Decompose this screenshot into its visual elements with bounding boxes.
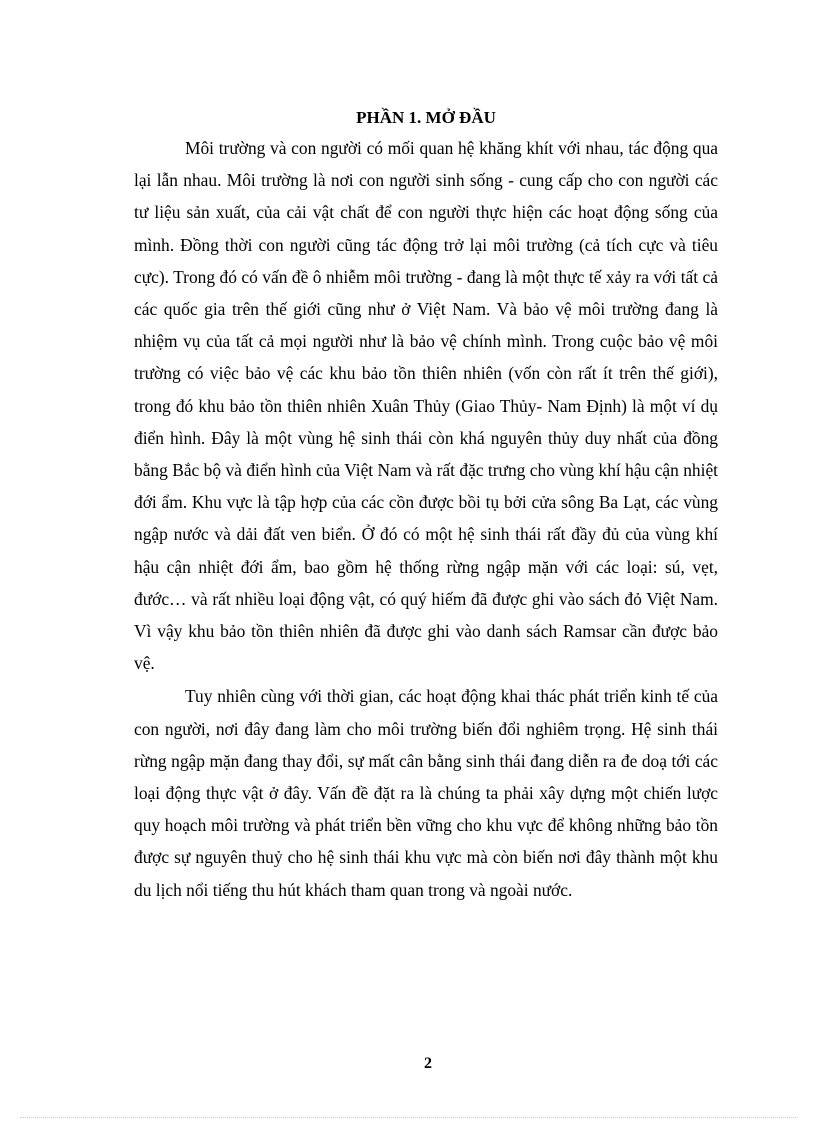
paragraph-1: Môi trường và con người có mối quan hệ khăng khít với nhau, tác động qua lại lẫn nhau. Môi trường là nơi con người sinh sống - cung cấp cho con người các tư liệu sản xuất, của cải vật chất để con người thực hiện các hoạt động sống của mình. Đồng thời con người cũng tác động trở lại môi trường (cả tích cực và tiêu cực). Trong đó có vấn đề ô nhiễm môi trường - đang là một thực tế xảy ra với tất cả các quốc gia trên thế giới cũng như ở Việt Nam. Và bảo vệ môi trường đang là nhiệm vụ của tất cả mọi người như là bảo vệ chính mình. Trong cuộc bảo vệ môi trường có việc bảo vệ các khu bảo tồn thiên nhiên (vốn còn rất ít trên thế giới), trong đó khu bảo tồn thiên nhiên Xuân Thủy (Giao Thủy- Nam Định) là một ví dụ điển hình. Đây là một vùng hệ sinh thái còn khá nguyên thủy duy nhất của đồng bằng Bắc bộ và điển hình của Việt Nam và rất đặc trưng cho vùng khí hậu cận nhiệt đới ẩm. Khu vực là tập hợp của các cồn được bồi tụ bởi cửa sông Ba Lạt, các vùng ngập nước và dải đất ven biển. Ở đó có một hệ sinh thái rất đầy đủ của vùng khí hậu cận nhiệt đới ẩm, bao gồm hệ thống rừng ngập mặn với các loại: sú, vẹt, đước… và rất nhiều loại động vật, có quý hiếm đã được ghi vào sách đỏ Việt Nam. Vì vậy khu bảo tồn thiên nhiên đã được ghi vào danh sách Ramsar cần được bảo vệ. xyxy=(134,138,718,674)
paragraph-2: Tuy nhiên cùng với thời gian, các hoạt động khai thác phát triển kinh tế của con người, nơi đây đang làm cho môi trường biến đổi nghiêm trọng. Hệ sinh thái rừng ngập mặn đang thay đổi, sự mất cân bằng sinh thái đang diễn ra đe doạ tới các loại động thực vật ở đây. Vấn đề đặt ra là chúng ta phải xây dựng một chiến lược quy hoạch môi trường và phát triển bền vững cho khu vực để không những bảo tồn được sự nguyên thuỷ cho hệ sinh thái khu vực mà còn biến nơi đây thành một khu du lịch nổi tiếng thu hút khách tham quan trong và ngoài nước. xyxy=(134,686,718,900)
page-number: 2 xyxy=(424,1055,432,1072)
section-heading: PHẦN 1. MỞ ĐẦU xyxy=(356,108,496,127)
document-page xyxy=(134,108,718,906)
page-bottom-divider xyxy=(20,1117,796,1118)
